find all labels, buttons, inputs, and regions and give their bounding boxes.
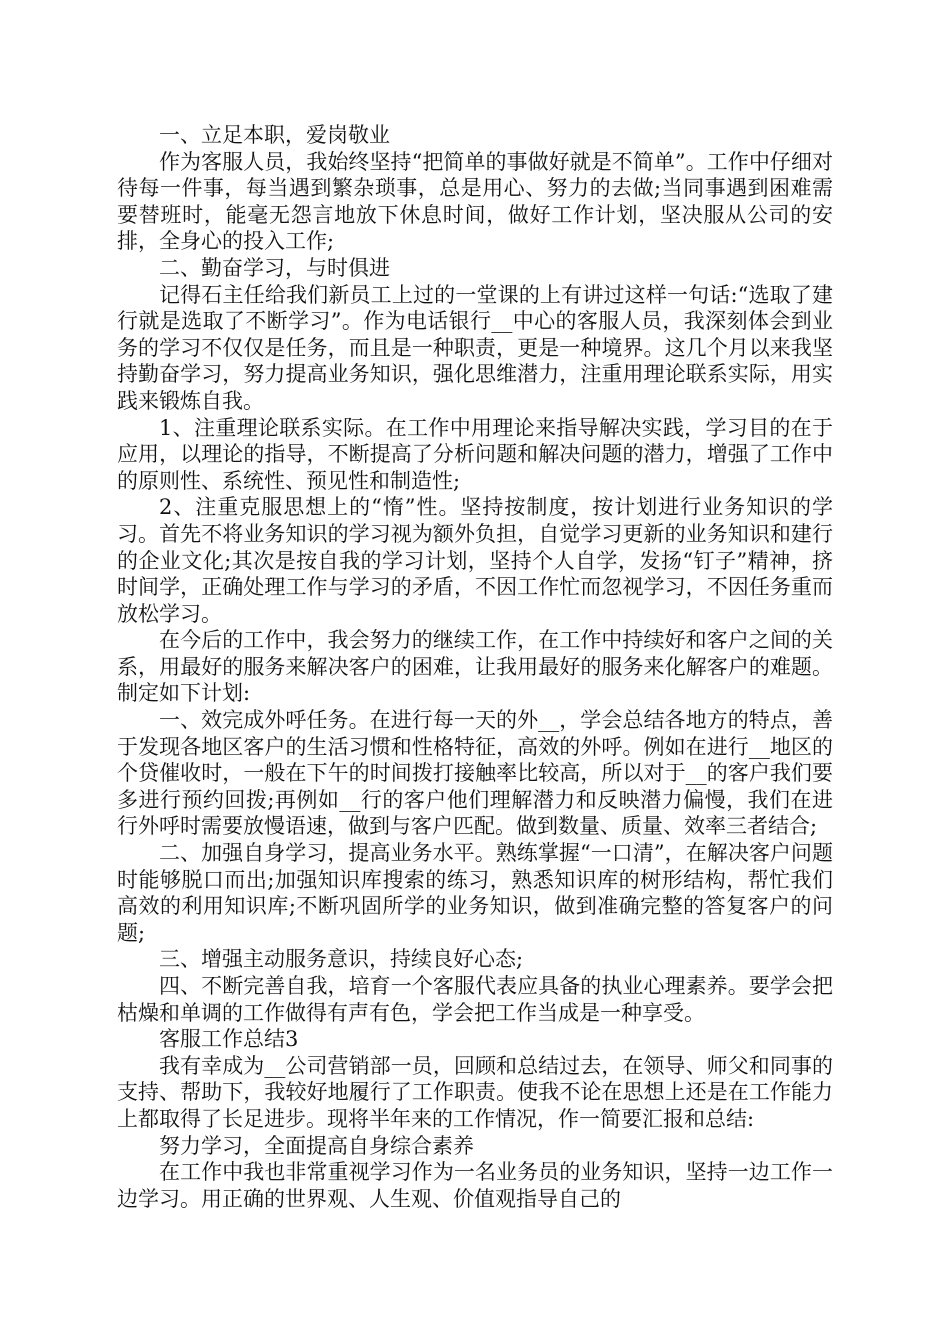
- section-heading-2: 二、勤奋学习，与时俱进: [159, 255, 390, 280]
- plan-item-2: 二、加强自身学习，提高业务水平。熟练掌握“一口清”，在解决客户问题时能够脱口而出;加强知识库搜索的练习，熟悉知识库的树形结构，帮忙我们高效的利用知识库;不断巩固所学的业务知识，做到准确完整的答复客户的问题;: [117, 841, 833, 945]
- section-heading-1: 一、立足本职，爱岗敬业: [159, 123, 390, 147]
- paragraph-1: 作为客服人员，我始终坚持“把简单的事做好就是不简单”。工作中仔细对待每一件事，每当遇到繁杂琐事，总是用心、努力的去做;当同事遇到困难需要替班时，能毫无怨言地放下休息时间，做好工作计划，坚决服从公司的安排，全身心的投入工作;: [117, 149, 833, 254]
- section-heading-3: 努力学习，全面提高自身综合素养: [159, 1133, 474, 1158]
- list-item-2: 2、注重克服思想上的“惰”性。坚持按制度，按计划进行业务知识的学习。首先不将业务知识的学习视为额外负担，自觉学习更新的业务知识和建行的企业文化;其次是按自我的学习计划，坚持个人自学，发扬“钉子”精神，挤时间学，正确处理工作与学习的矛盾，不因工作忙而忽视学习，不因任务重而放松学习。: [117, 495, 833, 626]
- plan-item-4: 四、不断完善自我，培育一个客服代表应具备的执业心理素养。要学会把枯燥和单调的工作做得有声有色，学会把工作当成是一种享受。: [117, 974, 833, 1025]
- paragraph-2: 记得石主任给我们新员工上过的一堂课的上有讲过这样一句话:“选取了建行就是选取了不断学习”。作为电话银行__中心的客服人员，我深刻体会到业务的学习不仅仅是任务，而且是一种职责，更是一种境界。这几个月以来我坚持勤奋学习，努力提高业务知识，强化思维潜力，注重用理论联系实际，用实践来锻炼自我。: [117, 282, 833, 413]
- document-page: [117, 122, 833, 1212]
- paragraph-5: 在工作中我也非常重视学习作为一名业务员的业务知识，坚持一边工作一边学习。用正确的世界观、人生观、价值观指导自己的: [117, 1160, 833, 1211]
- paragraph-3: 在今后的工作中，我会努力的继续工作，在工作中持续好和客户之间的关系，用最好的服务来解决客户的困难，让我用最好的服务来化解客户的难题。制定如下计划:: [117, 628, 833, 706]
- paragraph-4: 我有幸成为__公司营销部一员，回顾和总结过去，在领导、师父和同事的支持、帮助下，我较好地履行了工作职责。使我不论在思想上还是在工作能力上都取得了长足进步。现将半年来的工作情况，作一简要汇报和总结:: [117, 1053, 833, 1131]
- list-item-1: 1、注重理论联系实际。在工作中用理论来指导解决实践，学习目的在于应用，以理论的指导，不断提高了分析问题和解决问题的潜力，增强了工作中的原则性、系统性、预见性和制造性;: [117, 415, 833, 493]
- plan-item-1: 一、效完成外呼任务。在进行每一天的外__，学会总结各地方的特点，善于发现各地区客户的生活习惯和性格特征，高效的外呼。例如在进行__地区的个贷催收时，一般在下午的时间拨打接触率比较高，所以对于__的客户我们要多进行预约回拨;再例如__行的客户他们理解潜力和反映潜力偏慢，我们在进行外呼时需要放慢语速，做到与客户匹配。做到数量、质量、效率三者结合;: [117, 708, 833, 839]
- plan-item-3: 三、增强主动服务意识，持续良好心态;: [159, 947, 524, 972]
- article-title: 客服工作总结3: [159, 1027, 299, 1052]
